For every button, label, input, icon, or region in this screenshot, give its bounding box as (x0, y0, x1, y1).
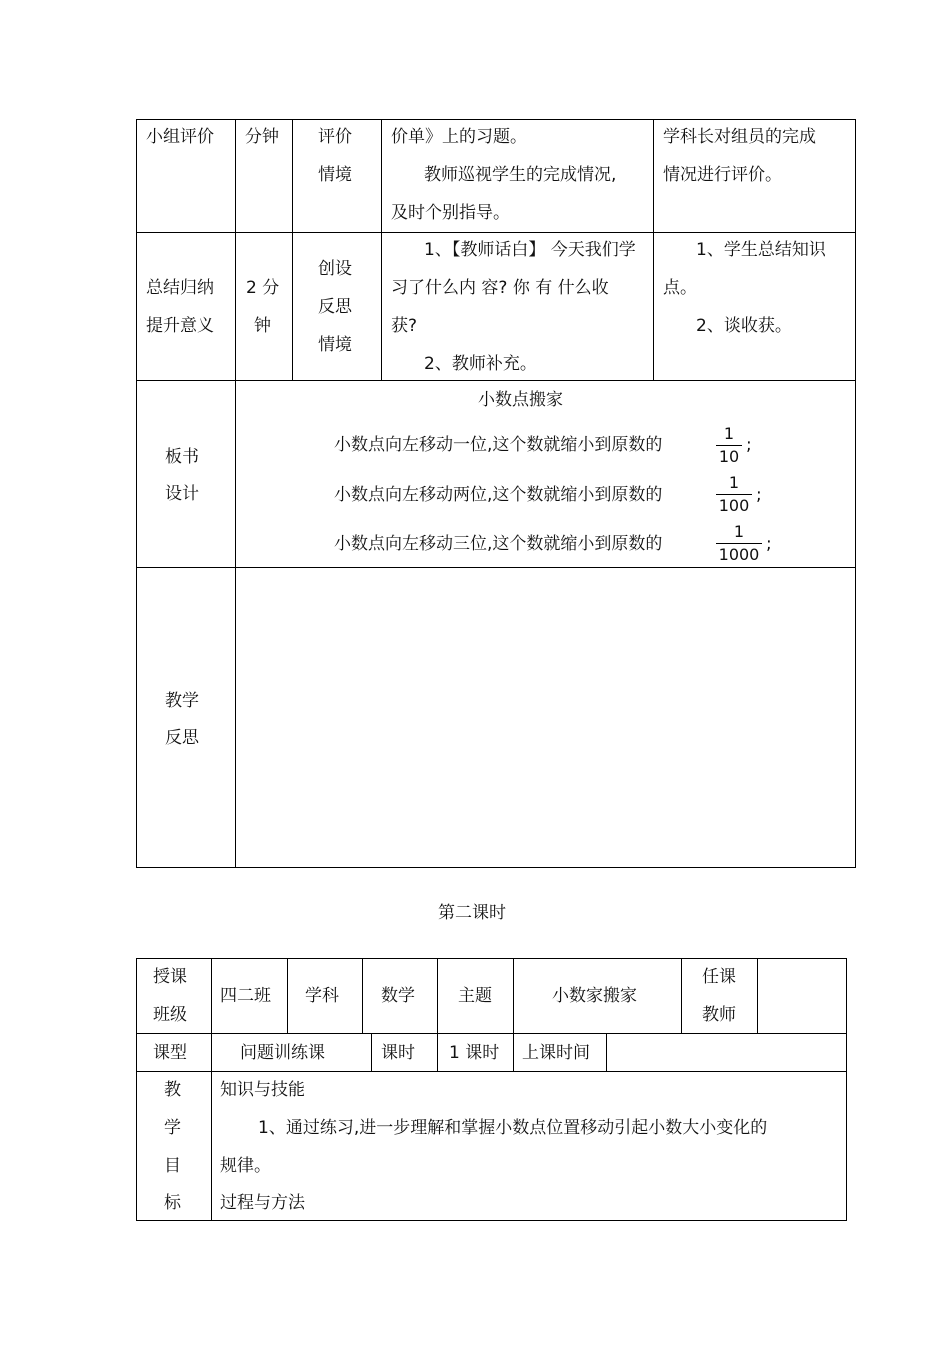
teacher-activity-line: 2、教师补充。 (424, 354, 537, 374)
fraction (716, 473, 752, 516)
subject-value: 数学 (381, 986, 415, 1006)
goals-label: 学 (164, 1118, 181, 1138)
hours-value: 1 课时 (449, 1043, 500, 1063)
student-activity-line: 2、谈收获。 (696, 316, 792, 336)
teacher-activity-line: 1、【教师话白】 今天我们学 (424, 240, 636, 260)
semicolon: ; (756, 485, 762, 505)
class-label: 授课 (153, 967, 187, 987)
goal-heading: 过程与方法 (220, 1193, 305, 1213)
fraction-bar (716, 494, 752, 495)
topic-label: 主题 (458, 986, 492, 1006)
semicolon: ; (766, 534, 772, 554)
time-minutes: 分钟 (245, 127, 279, 147)
fraction (716, 522, 762, 565)
board-title: 小数点搬家 (478, 390, 563, 410)
topic-value: 小数家搬家 (552, 986, 637, 1006)
fraction-denominator: 1000 (718, 545, 760, 564)
goals-label: 标 (164, 1193, 181, 1213)
teacher-activity-line: 习了什么内 容? 你 有 什么收 (391, 278, 609, 298)
fraction-bar (716, 543, 762, 544)
board-line: 小数点向左移动三位,这个数就缩小到原数的 (334, 534, 663, 554)
class-time-label: 上课时间 (522, 1043, 590, 1063)
intent-line: 创设 (318, 259, 352, 279)
time-value: 钟 (254, 316, 271, 336)
teacher-label: 任课 (702, 967, 736, 987)
fraction-numerator: 1 (723, 424, 735, 443)
goals-label: 目 (164, 1156, 181, 1176)
fraction (716, 424, 742, 467)
intent-line: 情境 (318, 335, 352, 355)
goal-line: 1、通过练习,进一步理解和掌握小数点位置移动引起小数大小变化的 (258, 1118, 768, 1138)
class-value: 四二班 (220, 986, 271, 1006)
student-activity-line: 学科长对组员的完成 (663, 127, 816, 147)
fraction-numerator: 1 (733, 522, 745, 541)
teacher-activity-line: 及时个别指导。 (391, 203, 510, 223)
goal-heading: 知识与技能 (220, 1080, 305, 1100)
stage-summary: 总结归纳 (146, 278, 214, 298)
reflection-label: 教学 (165, 691, 199, 711)
fraction-numerator: 1 (728, 473, 740, 492)
fraction-bar (716, 445, 742, 446)
stage-group-eval: 小组评价 (146, 127, 214, 147)
reflection-label: 反思 (165, 728, 199, 748)
board-line: 小数点向左移动两位,这个数就缩小到原数的 (334, 485, 663, 505)
board-line: 小数点向左移动一位,这个数就缩小到原数的 (334, 435, 663, 455)
stage-summary: 提升意义 (146, 316, 214, 336)
semicolon: ; (746, 435, 752, 455)
board-label: 设计 (165, 484, 199, 504)
intent-line: 反思 (318, 297, 352, 317)
goals-label: 教 (164, 1080, 181, 1100)
section-title: 第二课时 (438, 903, 506, 923)
teacher-activity-line: 教师巡视学生的完成情况, (424, 165, 617, 185)
fraction-denominator: 100 (718, 496, 750, 515)
subject-label: 学科 (305, 986, 339, 1006)
type-label: 课型 (153, 1043, 187, 1063)
hours-label: 课时 (381, 1043, 415, 1063)
teacher-activity-line: 价单》上的习题。 (391, 127, 527, 147)
time-value: 2 分 (246, 278, 280, 298)
class-label: 班级 (153, 1005, 187, 1025)
board-label: 板书 (165, 447, 199, 467)
student-activity-line: 情况进行评价。 (663, 165, 782, 185)
student-activity-line: 点。 (663, 278, 697, 298)
student-activity-line: 1、学生总结知识 (696, 240, 826, 260)
goal-line: 规律。 (220, 1156, 271, 1176)
intent-line: 情境 (318, 165, 352, 185)
teacher-activity-line: 获? (391, 316, 418, 336)
type-value: 问题训练课 (240, 1043, 325, 1063)
fraction-denominator: 10 (718, 447, 740, 466)
teacher-label: 教师 (702, 1005, 736, 1025)
intent-line: 评价 (318, 127, 352, 147)
